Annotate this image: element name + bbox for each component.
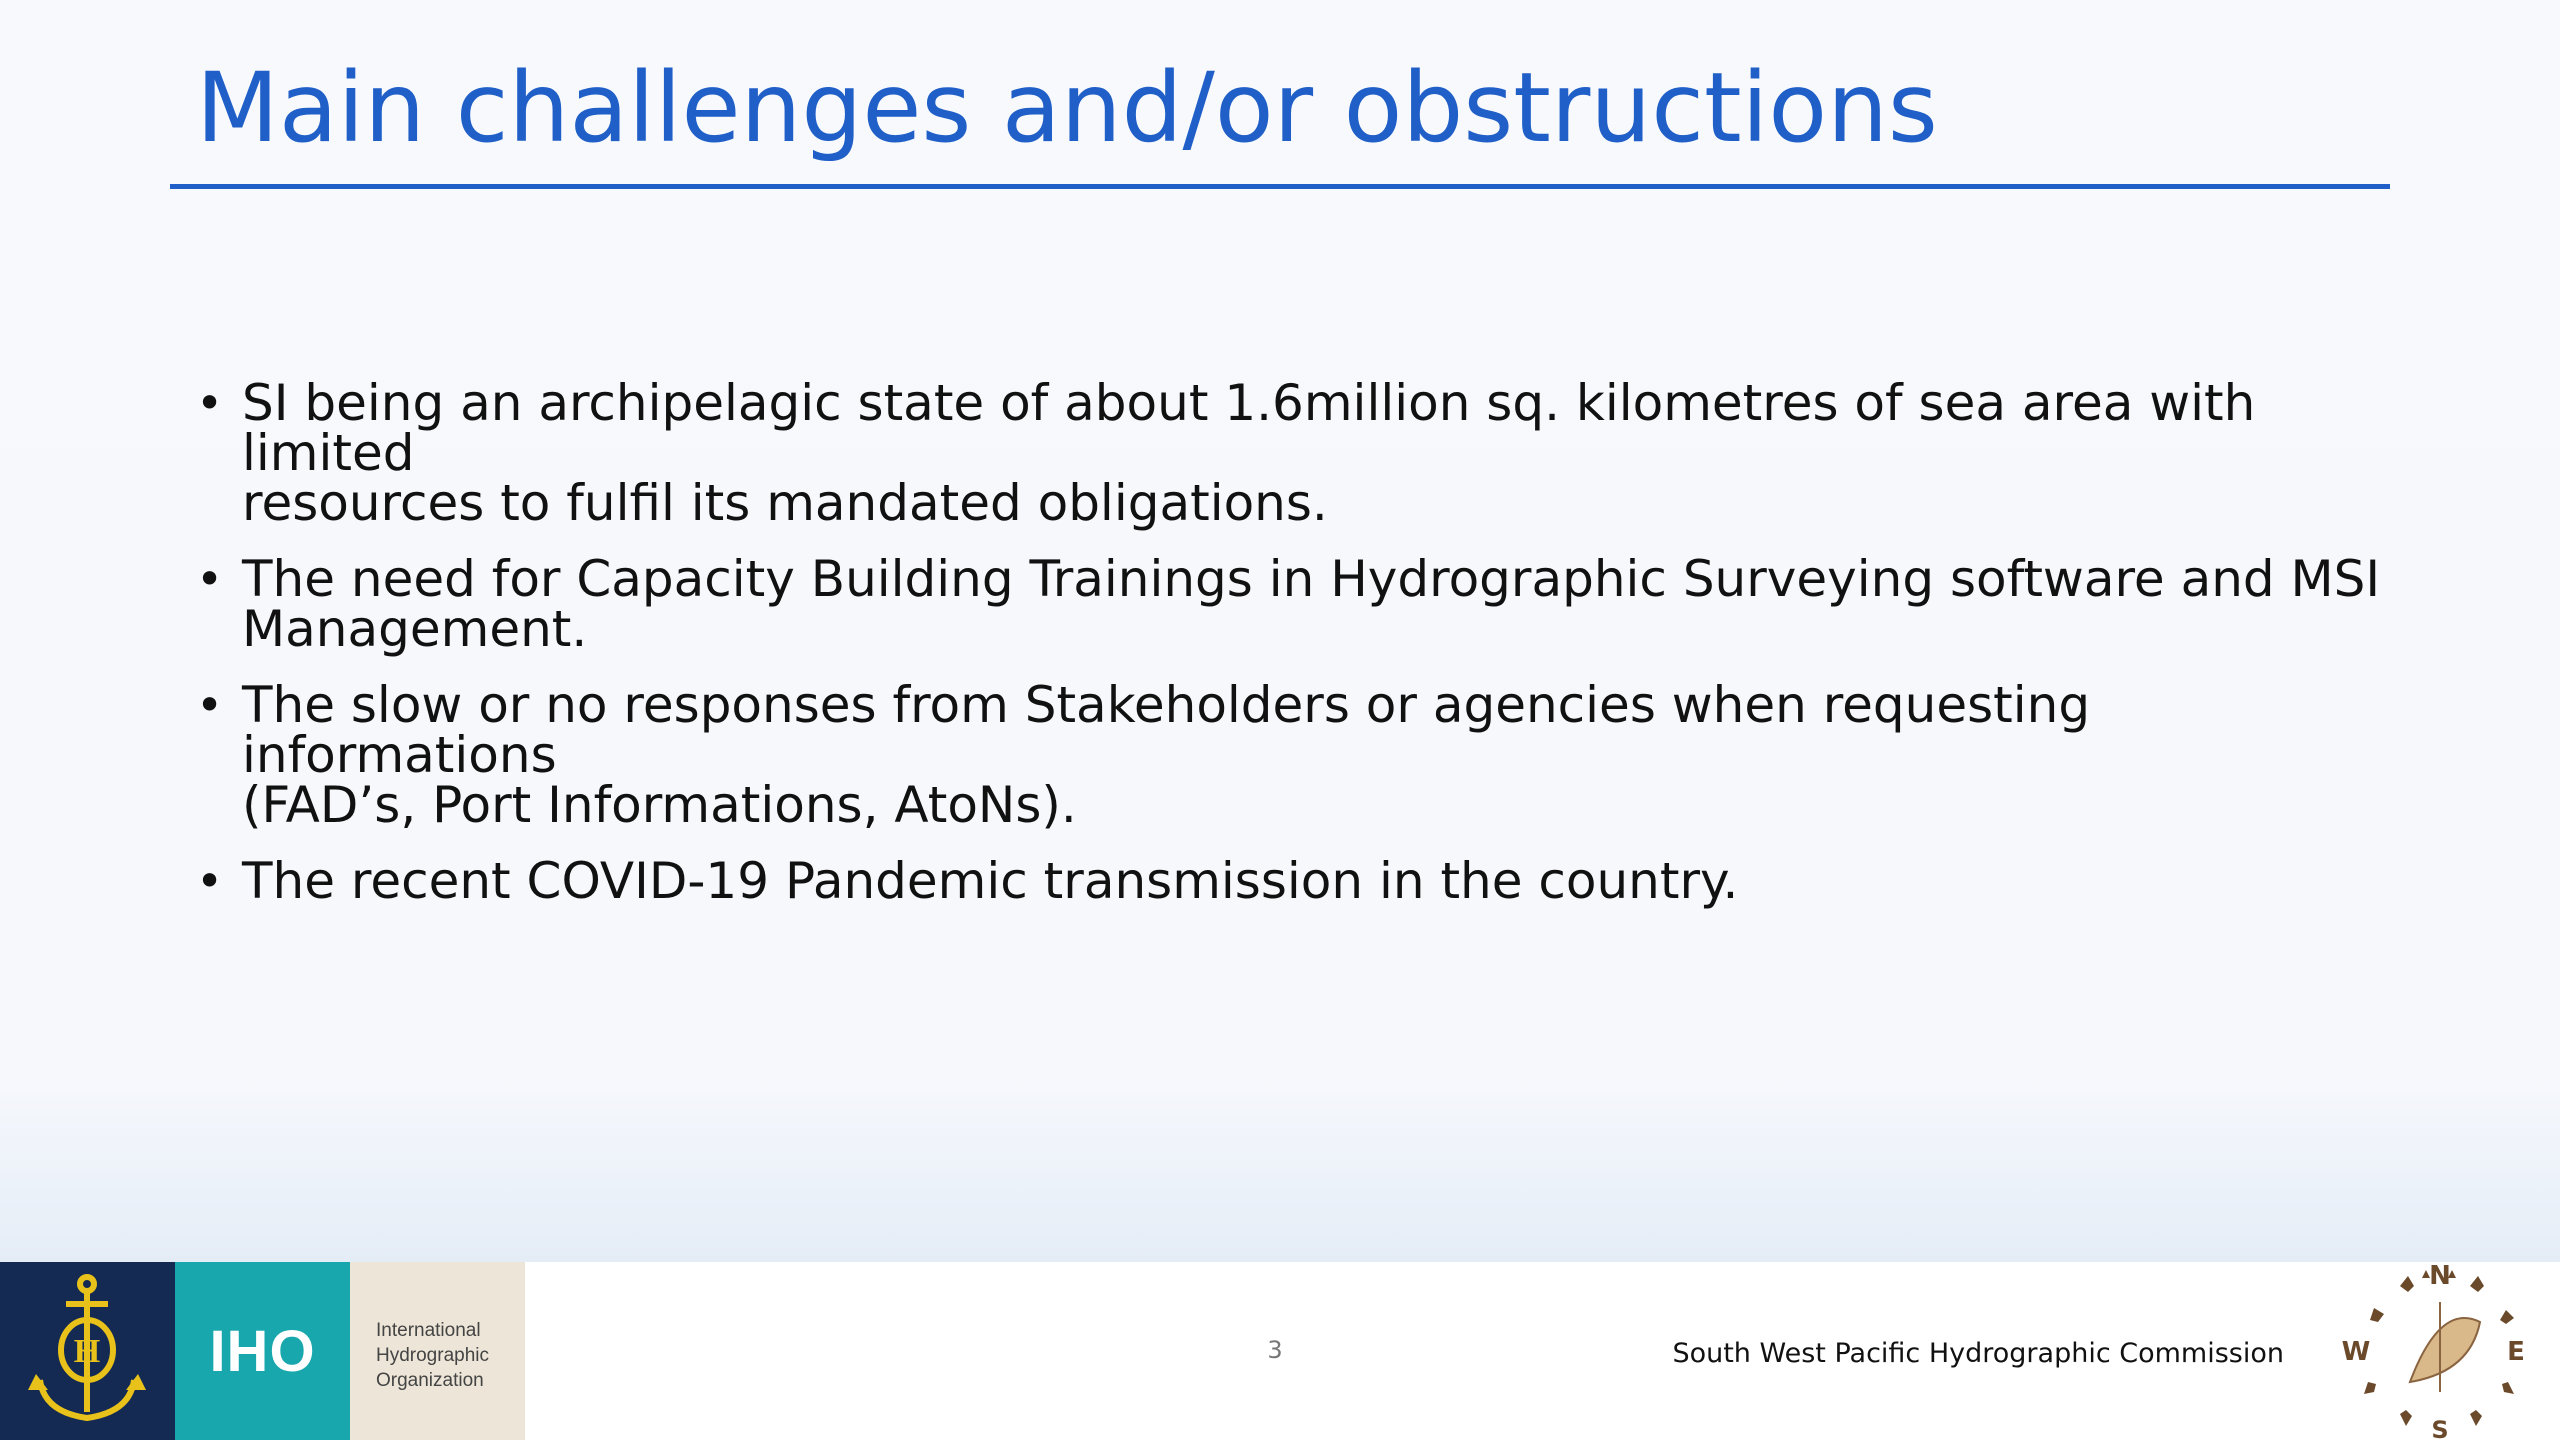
bullet-item (196, 550, 2396, 658)
iho-name-line: Organization (376, 1370, 484, 1391)
anchor-emblem-icon (0, 1262, 175, 1440)
iho-emblem-panel (0, 1262, 175, 1440)
bullet-dot: • (196, 678, 224, 732)
swphc-logo (2340, 1262, 2540, 1440)
bullet-text-line: The recent COVID-19 Pandemic transmission in the country. (242, 852, 1739, 910)
bullet-list (196, 374, 2396, 932)
iho-acronym: IHO (209, 1318, 316, 1384)
bullet-item (196, 374, 2396, 532)
page-number: 3 (1267, 1336, 1283, 1364)
bullet-text-line: SI being an archipelagic state of about 1.6million sq. kilometres of sea area with limited (242, 374, 2256, 482)
bullet-text-line: resources to fulfil its mandated obligations. (242, 474, 1328, 532)
compass-rose-icon (2340, 1262, 2540, 1440)
compass-south-label: S (2431, 1416, 2449, 1440)
bullet-text-line: The need for Capacity Building Trainings in Hydrographic Surveying software and MSI (242, 550, 2381, 608)
bullet-text-line: (FAD’s, Port Informations, AtoNs). (242, 776, 1077, 834)
bullet-item (196, 852, 2396, 910)
compass-north-label: N (2429, 1262, 2451, 1291)
bullet-dot: • (196, 376, 224, 430)
bullet-dot: • (196, 854, 224, 908)
title-underline (170, 184, 2390, 189)
iho-name-line: Hydrographic (376, 1345, 489, 1366)
bullet-text-line: The slow or no responses from Stakeholders or agencies when requesting informations (242, 676, 2091, 784)
bullet-text-line: Management. (242, 600, 588, 658)
compass-east-label: E (2507, 1337, 2525, 1367)
iho-name-line: International (376, 1320, 481, 1341)
bullet-dot: • (196, 552, 224, 606)
iho-name-panel (350, 1262, 525, 1440)
bullet-item (196, 676, 2396, 834)
svg-text:H: H (73, 1333, 101, 1370)
commission-name: South West Pacific Hydrographic Commission (1672, 1338, 2284, 1369)
slide-title: Main challenges and/or obstructions (196, 52, 1938, 164)
compass-west-label: W (2341, 1337, 2371, 1367)
iho-acronym-panel (175, 1262, 350, 1440)
